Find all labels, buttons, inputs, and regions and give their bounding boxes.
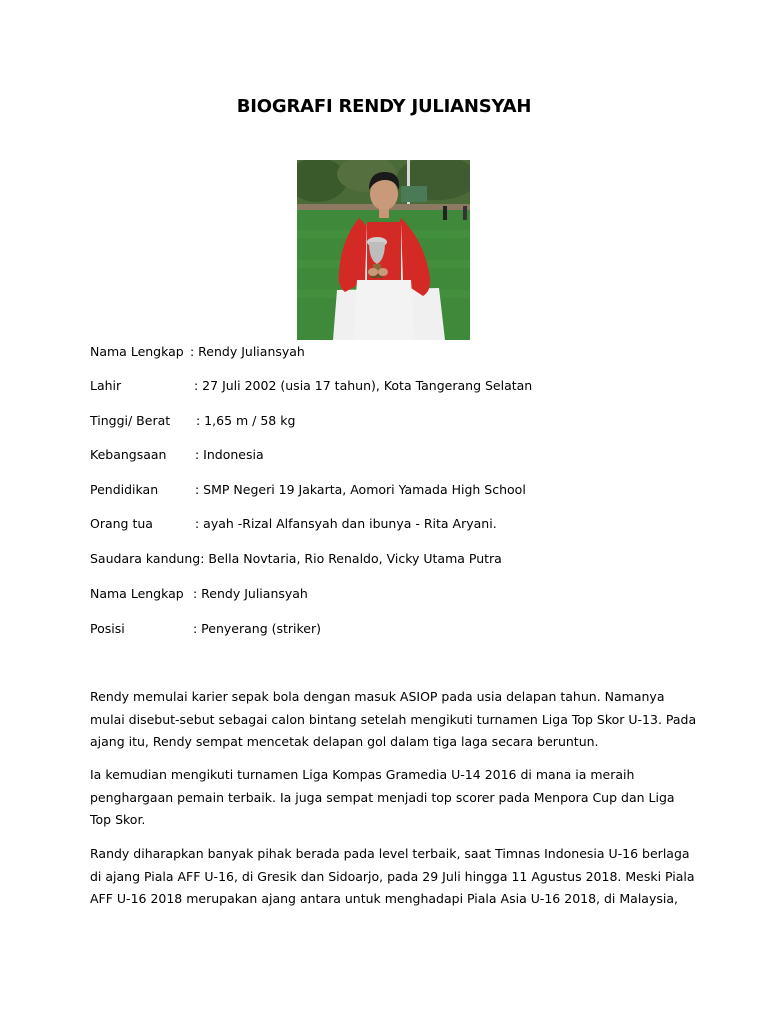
info-label: Pendidikan bbox=[90, 482, 159, 497]
info-value: : SMP Negeri 19 Jakarta, Aomori Yamada High School bbox=[195, 482, 526, 497]
info-row-saudara-kandung bbox=[90, 551, 502, 567]
paragraph-line: di ajang Piala AFF U-16, di Gresik dan Sidoarjo, pada 29 Juli hingga 11 Agustus 2018. Meski Piala bbox=[90, 868, 695, 884]
info-label: Tinggi/ Berat bbox=[90, 413, 171, 428]
info-value: : Penyerang (striker) bbox=[193, 621, 322, 636]
info-value: : 1,65 m / 58 kg bbox=[196, 413, 296, 428]
info-value: : 27 Juli 2002 (usia 17 tahun), Kota Tangerang Selatan bbox=[194, 378, 533, 393]
paragraph-line: Randy diharapkan banyak pihak berada pada level terbaik, saat Timnas Indonesia U-16 berlaga bbox=[90, 846, 690, 861]
info-row-orang-tua bbox=[90, 516, 497, 532]
paragraph-line: Rendy memulai karier sepak bola dengan masuk ASIOP pada usia delapan tahun. Namanya bbox=[90, 689, 665, 704]
paragraph-line: ajang itu, Rendy sempat mencetak delapan gol dalam tiga laga secara beruntun. bbox=[90, 734, 599, 749]
info-row-pendidikan bbox=[90, 482, 526, 498]
info-row-posisi bbox=[90, 621, 322, 637]
paragraph-line: Top Skor. bbox=[90, 812, 146, 827]
info-row-nama-lengkap-2 bbox=[90, 586, 308, 602]
info-row-tinggi-berat bbox=[90, 413, 296, 429]
info-value: : Bella Novtaria, Rio Renaldo, Vicky Utama Putra bbox=[200, 551, 502, 566]
info-label: Nama Lengkap bbox=[90, 344, 184, 359]
paragraph-line: mulai disebut-sebut sebagai calon bintang setelah mengikuti turnamen Liga Top Skor U-13. Pada bbox=[90, 711, 697, 727]
info-value: : ayah -Rizal Alfansyah dan ibunya - Rita Aryani. bbox=[195, 516, 497, 531]
paragraph-2 bbox=[90, 764, 690, 832]
info-row-kebangsaan bbox=[90, 447, 264, 463]
paragraph-line: penghargaan pemain terbaik. Ia juga sempat menjadi top scorer pada Menpora Cup dan Liga bbox=[90, 789, 675, 805]
paragraph-1 bbox=[90, 686, 697, 754]
info-label: Posisi bbox=[90, 621, 125, 636]
page-title: BIOGRAFI RENDY JULIANSYAH bbox=[236, 96, 532, 117]
info-row-lahir bbox=[90, 378, 533, 394]
info-row-nama-lengkap bbox=[90, 344, 305, 360]
info-label: Saudara kandung bbox=[90, 551, 201, 566]
paragraph-3 bbox=[90, 843, 695, 911]
info-label: Nama Lengkap bbox=[90, 586, 184, 601]
info-label: Lahir bbox=[90, 378, 122, 393]
profile-photo bbox=[297, 160, 470, 340]
paragraph-line: Ia kemudian mengikuti turnamen Liga Kompas Gramedia U-14 2016 di mana ia meraih bbox=[90, 767, 635, 782]
info-label: Kebangsaan bbox=[90, 447, 167, 462]
paragraph-line: AFF U-16 2018 merupakan ajang antara untuk menghadapi Piala Asia U-16 2018, di Malaysia, bbox=[90, 891, 678, 906]
info-label: Orang tua bbox=[90, 516, 153, 531]
info-value: : Indonesia bbox=[195, 447, 264, 462]
info-value: : Rendy Juliansyah bbox=[193, 586, 308, 601]
info-value: : Rendy Juliansyah bbox=[190, 344, 305, 359]
